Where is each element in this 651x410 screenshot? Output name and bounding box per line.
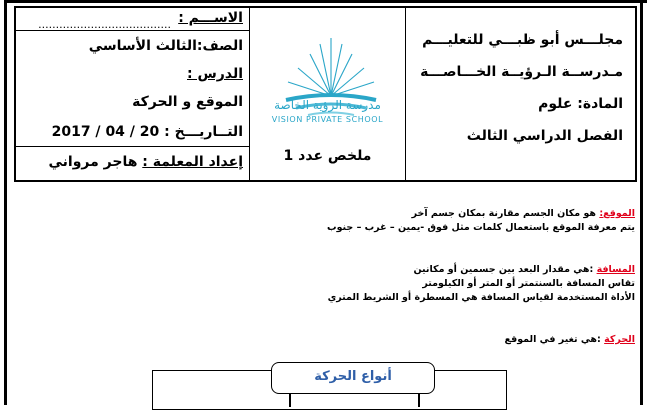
distance-def-text: :هي مقدار البعد بين جسمين أو مكانين <box>413 264 597 275</box>
name-divider <box>16 30 249 31</box>
grade-label: الصف:الثالث الأساسي <box>88 38 243 54</box>
motion-def-text: :هي تغير في الموقع <box>504 334 605 345</box>
header-table <box>14 6 637 182</box>
lesson-label: الدرس : <box>187 66 243 82</box>
distance-term: المسافة <box>596 264 635 275</box>
prepared-name: هاجر مرواني <box>48 154 138 170</box>
position-def-text: هو مكان الجسم مقارنة بمكان جسم آخر <box>411 208 600 219</box>
prepared-label: إعداد المعلمة : <box>142 154 243 170</box>
subject-label: المادة: علوم <box>538 96 623 112</box>
header-student-info <box>16 8 249 180</box>
header-logo-cell <box>249 8 405 180</box>
distance-tools: الأداة المستخدمة لقياس المسافة هي المسطرة أو الشريط المتري <box>327 292 635 303</box>
council-name: مجلـــس أبو ظبـــي للتعليـــم <box>422 32 623 48</box>
lesson-title: الموقع و الحركة <box>132 94 243 110</box>
prepared-by <box>48 154 243 170</box>
name-label: الاســـم : <box>178 10 243 26</box>
position-term: الموقع: <box>599 208 635 219</box>
motion-term: الحركة <box>604 334 635 345</box>
distance-units: تقاس المسافة بالسنتمتر أو المتر أو الكيلومتر <box>422 278 635 289</box>
summary-title: ملخص عدد 1 <box>283 148 372 164</box>
position-usage: يتم معرفة الموقع باستعمال كلمات مثل فوق -يمين – غرب – جنوب <box>327 222 635 233</box>
motion-definition <box>504 334 635 345</box>
position-definition <box>412 208 635 219</box>
header-school-info <box>405 8 635 180</box>
distance-definition <box>414 264 636 275</box>
date-divider <box>16 146 249 147</box>
logo-text-english: VISION PRIVATE SCHOOL <box>271 115 384 124</box>
date-label: التــاريـــخ : 20 / 04 / 2017 <box>51 124 243 140</box>
school-name: مـدرســة الـرؤيــة الخـــاصـــة <box>420 64 623 80</box>
motion-types-title: أنواع الحركة <box>271 362 435 394</box>
semester-label: الفصل الدراسي الثالث <box>466 128 623 144</box>
logo-text-arabic: مدرسة الرؤية الخاصة <box>274 98 381 112</box>
name-dots: ...................................... <box>38 18 171 31</box>
